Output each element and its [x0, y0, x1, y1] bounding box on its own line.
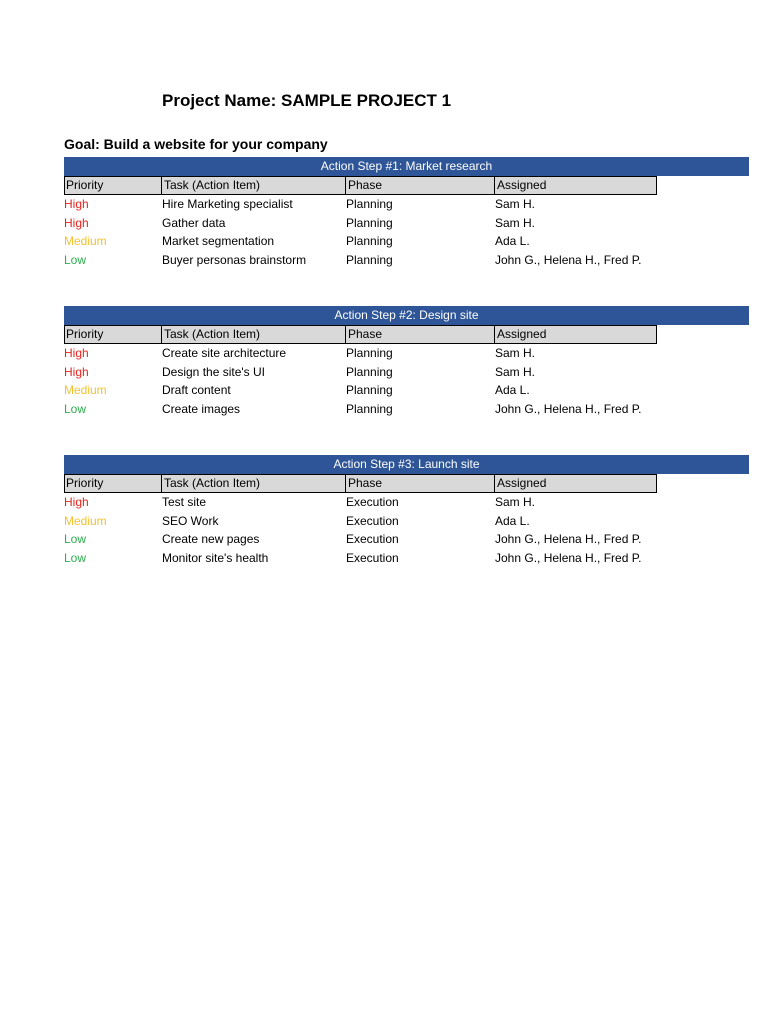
priority-cell: High	[64, 495, 89, 509]
table-row	[64, 493, 749, 512]
priority-cell: High	[64, 364, 89, 379]
action-step-section-3	[64, 455, 749, 567]
task-cell: Draft content	[162, 383, 231, 398]
phase-cell: Planning	[346, 234, 393, 249]
task-cell: Gather data	[162, 215, 226, 230]
priority-cell: High	[64, 215, 89, 230]
table-row	[64, 251, 749, 270]
column-header-task: Task (Action Item)	[163, 326, 346, 343]
priority-cell: Medium	[64, 234, 107, 249]
task-cell: Test site	[162, 495, 207, 509]
priority-cell: High	[64, 197, 89, 211]
column-header-row	[64, 474, 657, 493]
priority-cell: Low	[64, 532, 87, 547]
task-cell: Design the site's UI	[162, 364, 266, 379]
priority-cell: Medium	[64, 383, 107, 398]
assigned-cell: John G., Helena H., Fred P.	[495, 401, 642, 416]
table-row	[64, 381, 749, 400]
column-header-priority: Priority	[65, 475, 162, 492]
task-cell: Market segmentation	[162, 234, 275, 249]
assigned-cell: John G., Helena H., Fred P.	[495, 252, 642, 267]
column-header-assigned: Assigned	[497, 178, 547, 192]
column-header-assigned: Assigned	[497, 327, 547, 341]
phase-cell: Planning	[346, 252, 393, 267]
column-header-phase: Phase	[347, 177, 495, 194]
task-cell: Create site architecture	[162, 346, 287, 360]
table-row	[64, 195, 749, 214]
task-cell: Hire Marketing specialist	[162, 197, 293, 211]
column-header-phase: Phase	[347, 475, 495, 492]
table-row	[64, 400, 749, 419]
column-header-task: Task (Action Item)	[163, 177, 346, 194]
table-row	[64, 344, 749, 363]
phase-cell: Planning	[346, 401, 393, 416]
column-header-assigned: Assigned	[497, 476, 547, 490]
table-row	[64, 530, 749, 549]
task-cell: Monitor site's health	[162, 550, 269, 565]
assigned-cell: Ada L.	[495, 513, 530, 528]
section-header: Action Step #2: Design site	[64, 306, 749, 325]
phase-cell: Planning	[346, 346, 393, 360]
priority-cell: Low	[64, 252, 87, 267]
phase-cell: Execution	[346, 495, 399, 509]
assigned-cell: John G., Helena H., Fred P.	[495, 550, 642, 565]
column-header-priority: Priority	[65, 326, 162, 343]
phase-cell: Execution	[346, 532, 399, 547]
phase-cell: Planning	[346, 215, 393, 230]
table-row	[64, 363, 749, 382]
priority-cell: High	[64, 346, 89, 360]
assigned-cell: Ada L.	[495, 234, 530, 249]
priority-cell: Low	[64, 401, 87, 416]
task-cell: SEO Work	[162, 513, 219, 528]
column-header-priority: Priority	[65, 177, 162, 194]
goal-heading: Goal: Build a website for your company	[64, 136, 328, 152]
task-cell: Create new pages	[162, 532, 260, 547]
project-title: Project Name: SAMPLE PROJECT 1	[162, 91, 452, 110]
assigned-cell: Ada L.	[495, 383, 530, 398]
column-header-row	[64, 176, 657, 195]
column-header-task: Task (Action Item)	[163, 475, 346, 492]
assigned-cell: Sam H.	[495, 495, 536, 509]
phase-cell: Execution	[346, 513, 399, 528]
task-cell: Create images	[162, 401, 241, 416]
assigned-cell: John G., Helena H., Fred P.	[495, 532, 642, 547]
phase-cell: Planning	[346, 364, 393, 379]
table-row	[64, 512, 749, 531]
action-step-section-2	[64, 306, 749, 418]
phase-cell: Execution	[346, 550, 399, 565]
assigned-cell: Sam H.	[495, 197, 536, 211]
phase-cell: Planning	[346, 383, 393, 398]
task-cell: Buyer personas brainstorm	[162, 252, 307, 267]
section-header: Action Step #3: Launch site	[64, 455, 749, 474]
phase-cell: Planning	[346, 197, 393, 211]
priority-cell: Medium	[64, 513, 107, 528]
column-header-phase: Phase	[347, 326, 495, 343]
table-row	[64, 232, 749, 251]
table-row	[64, 214, 749, 233]
priority-cell: Low	[64, 550, 87, 565]
table-row	[64, 549, 749, 568]
assigned-cell: Sam H.	[495, 215, 536, 230]
section-header: Action Step #1: Market research	[64, 157, 749, 176]
action-step-section-1	[64, 157, 749, 269]
column-header-row	[64, 325, 657, 344]
assigned-cell: Sam H.	[495, 364, 536, 379]
assigned-cell: Sam H.	[495, 346, 536, 360]
